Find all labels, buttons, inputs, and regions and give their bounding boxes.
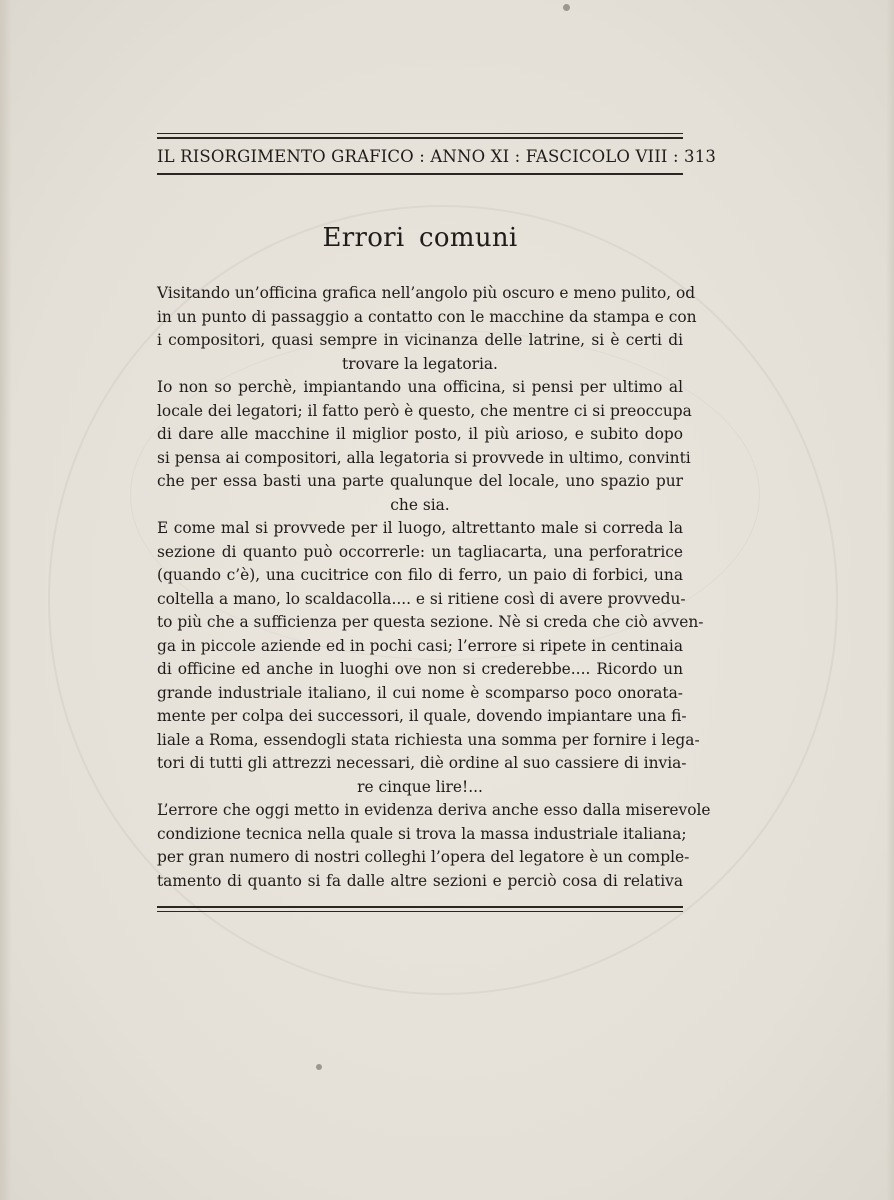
text-line: di officine ed anche in luoghi ove non si crederebbe.... Ricordo un [157, 660, 683, 678]
text-line: locale dei legatori; il fatto però è questo, che mentre ci si preoccupa [157, 401, 692, 420]
text-line: tamento di quanto si fa dalle altre sezioni e perciò cosa di relativa [157, 871, 683, 890]
text-line: mente per colpa dei successori, il quale, dovendo impiantare una fi- [157, 707, 687, 725]
header-rules [157, 133, 683, 142]
text-line: condizione tecnica nella quale si trova la massa industriale italiana; [157, 824, 687, 843]
text-line: che per essa basti una parte qualunque del locale, uno spazio pur [157, 472, 683, 490]
text-line: coltella a mano, lo scaldacolla.... e si ritiene così di avere provvedu- [157, 589, 686, 608]
rule-line [157, 137, 683, 139]
text-line: i compositori, quasi sempre in vicinanza delle latrine, si è certi di [157, 331, 683, 349]
rule-line [157, 906, 683, 908]
text-line: in un punto di passaggio a contatto con le macchine da stampa e con [157, 307, 697, 326]
text-line: si pensa ai compositori, alla legatoria si provvede in ultimo, convinti [157, 448, 691, 467]
text-line: E come mal si provvede per il luogo, altrettanto male si correda la [157, 519, 683, 537]
rule-line [157, 911, 683, 912]
text-line: grande industriale italiano, il cui nome è scomparso poco onorata- [157, 683, 683, 702]
rule-line [157, 133, 683, 134]
text-line: L’errore che oggi metto in evidenza deriva anche esso dalla miserevole [157, 801, 711, 819]
footer-rules [157, 906, 683, 915]
text-line: to più che a sufficienza per questa sezione. Nè si creda che ciò avven- [157, 613, 704, 631]
article-title: Errori comuni [322, 223, 518, 253]
paper-speck [316, 1064, 322, 1070]
text-line: Visitando un’officina grafica nell’angolo più oscuro e meno pulito, od [157, 284, 696, 302]
paper-speck [563, 4, 570, 11]
running-head: IL RISORGIMENTO GRAFICO : ANNO XI : FASCICOLO VIII : 313 [157, 147, 716, 166]
text-line: tori di tutti gli attrezzi necessari, diè ordine al suo cassiere di invia- [157, 754, 687, 772]
article-body [157, 282, 711, 893]
text-line: liale a Roma, essendogli stata richiesta una somma per fornire i lega- [157, 730, 700, 749]
text-line: (quando c’è), una cucitrice con filo di ferro, un paio di forbici, una [157, 566, 683, 584]
running-head-underline [157, 173, 683, 175]
text-line: Io non so perchè, impiantando una officina, si pensi per ultimo al [157, 378, 683, 396]
text-line: di dare alle macchine il miglior posto, il più arioso, e subito dopo [157, 425, 683, 443]
text-line: per gran numero di nostri colleghi l’opera del legatore è un comple- [157, 848, 690, 866]
text-line: sezione di quanto può occorrerle: un tagliacarta, una perforatrice [157, 542, 683, 561]
text-line: trovare la legatoria. [342, 354, 498, 373]
page-edge-shadow-right [886, 0, 894, 1200]
page-edge-shadow-left [0, 0, 12, 1200]
text-line: che sia. [390, 495, 450, 514]
text-line: ga in piccole aziende ed in pochi casi; l’errore si ripete in centinaia [157, 636, 683, 655]
text-line: re cinque lire!... [357, 777, 483, 796]
